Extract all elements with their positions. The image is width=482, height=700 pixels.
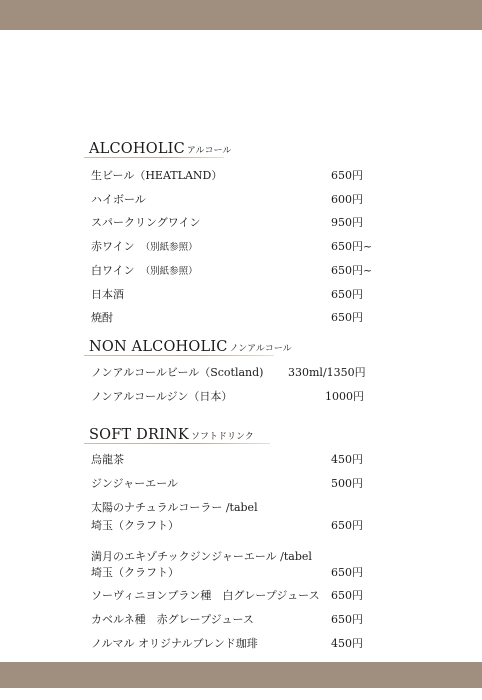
section-divider [84,157,224,158]
item-name: 焼酎 [91,311,113,324]
item-price: 600円 [331,193,363,206]
item-name: 烏龍茶 [91,453,124,466]
item-name: ノンアルコールジン（日本） [91,390,233,403]
item-price: 450円 [331,637,363,650]
item-name: 埼玉（クラフト） [91,566,179,579]
section-heading-alcoholic [89,138,231,157]
item-name: 太陽のナチュラルコーラー /tabel [91,501,258,514]
item-name: 生ビール（HEATLAND） [91,169,223,182]
item-name: 埼玉（クラフト） [91,519,179,532]
item-note: （別紙参照） [140,266,198,277]
item-price: 650円 [331,566,363,579]
item-price: 650円~ [331,240,373,253]
item-name: スパークリングワイン [91,216,201,229]
item-price: 330ml/1350円 [288,366,366,379]
section-title-en: ALCOHOLIC [89,141,185,157]
section-title-en: SOFT DRINK [89,427,189,443]
item-name: ジンジャーエール [91,477,179,490]
item-price: 450円 [331,453,363,466]
item-name [91,238,198,254]
item-price: 650円 [331,589,363,602]
section-title-jp: ソフトドリンク [190,432,254,442]
item-name: 満月のエキゾチックジンジャーエール /tabel [91,550,312,563]
section-title-jp: アルコール [186,146,232,156]
item-name: ノンアルコールビール（Scotland) [91,366,264,379]
item-price: 650円 [331,613,363,626]
item-price: 650円 [331,169,363,182]
section-divider [84,355,274,356]
item-price: 650円~ [331,264,373,277]
item-name: ソーヴィニヨンブラン種 白グレープジュース [91,589,320,602]
section-title-en: NON ALCOHOLIC [89,339,228,355]
item-name-text: 赤ワイン [91,240,135,253]
item-name: ハイボール [91,193,146,206]
item-price: 650円 [331,519,363,532]
section-heading-soft-drink [89,424,254,443]
item-name [91,262,198,278]
item-price: 950円 [331,216,363,229]
item-price: 650円 [331,288,363,301]
top-banner [0,0,482,30]
item-name: ノルマル オリジナルブレンド珈琲 [91,637,258,650]
item-name: カベルネ種 赤グレープジュース [91,613,254,626]
item-name-text: 白ワイン [91,264,135,277]
item-note: （別紙参照） [140,242,198,253]
section-divider [84,443,270,444]
section-heading-non-alcoholic [89,336,292,355]
item-name: 日本酒 [91,288,124,301]
item-price: 650円 [331,311,363,324]
bottom-banner [0,662,482,688]
section-title-jp: ノンアルコール [229,344,292,354]
item-price: 500円 [331,477,363,490]
item-price: 1000円 [325,390,364,403]
